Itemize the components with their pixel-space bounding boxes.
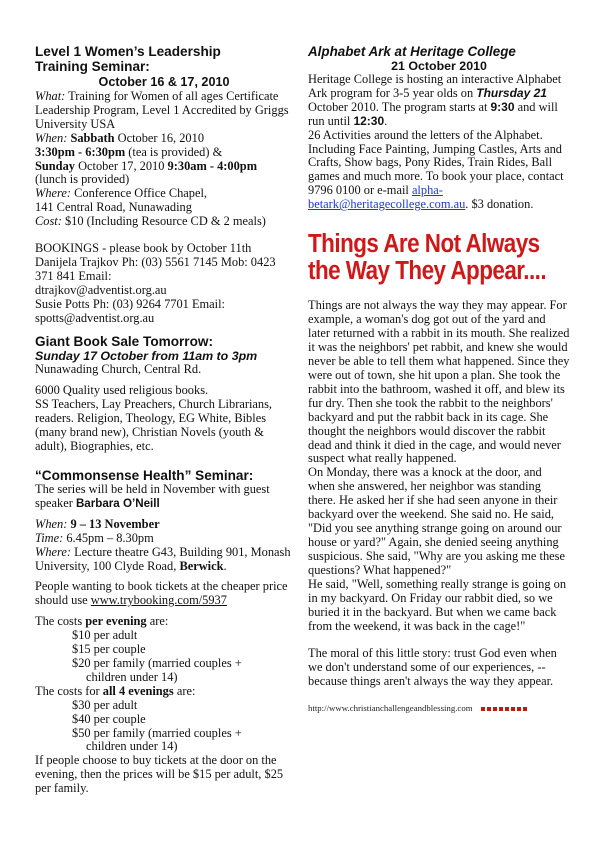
ark-section <box>308 44 570 212</box>
email-spotts[interactable]: spotts@adventist.org.au <box>35 310 155 325</box>
decorative-dots <box>481 698 529 716</box>
leadership-section <box>35 44 293 326</box>
leadership-title: Level 1 Women’s Leadership Training Seminar: <box>35 44 221 74</box>
booksale-subtitle: Sunday 17 October from 11am to 3pm <box>35 349 258 363</box>
ark-body: Heritage College is hosting an interactive Alphabet Ark program for 3-5 year olds on Thursday 21 October 2010. The program starts at 9:30 and will run until 12:30. 26 Activities around the letters of the Alphabet. Including Face Painting, Jumping Castles, Arts and Crafts, Show bags, Pony Rides, Train Rides, Ball games and much more. To book your place, contact 9796 0100 or e-mail alpha-betark@heritagecollege.com.au. $3 donation. <box>308 72 564 212</box>
email-dtrajkov[interactable]: dtrajkov@adventist.org.au <box>35 282 167 297</box>
story-title: Things Are Not Always the Way They Appear.... <box>308 230 547 285</box>
leadership-dates: October 16 & 17, 2010 <box>98 75 230 89</box>
leadership-body: What: Training for Women of all ages Certificate Leadership Program, Level 1 Accredited by Griggs University USA When: Sabbath October 16, 2010 3:30pm - 6:30pm (tea is provided) & Sunday October 17, 2010 9:30am - 4:00pm (lunch is provided) Where: Conference Office Chapel, 141 Central Road, Nunawading Cost: $10 (Including Resource CD & 2 meals) BOOKINGS - please book by October 11th Danijela Trajkov Ph: (03) 5561 7145 Mob: 0423 371 841 Email: dtrajkov@adventist.org.au Susie Potts Ph: (03) 9264 7701 Email: spotts@adventist.org.au <box>35 90 293 326</box>
health-title: “Commonsense Health” Seminar: <box>35 468 254 483</box>
booksale-section <box>35 334 293 453</box>
story-source <box>308 698 570 716</box>
booksale-title: Giant Book Sale Tomorrow: <box>35 334 213 349</box>
ark-title: Alphabet Ark at Heritage College <box>308 44 516 59</box>
booksale-body: Nunawading Church, Central Rd. 6000 Quality used religious books. SS Teachers, Lay Preachers, Church Librarians, readers. Religion, Theology, EG White, Bibles (many brand new), Christian Novels (youth & adult), Biographies, etc. <box>35 362 273 453</box>
health-section <box>35 468 293 796</box>
source-url[interactable]: http://www.christianchallengeandblessing.com <box>308 702 473 713</box>
story-body: Things are not always the way they may appear. For example, a woman's dog got out of the yard and later returned with a rabbit in its mouth. She realized it was the neighbors' pet rabbit, and knew she would never be able to tell them what happened. Since they were out of town, she hit upon a plan. She took the rabbit into the bathroom, washed it off, and blew its fur dry. Then she took the rabbit to the neighbors' backyard and put the rabbit back in its cage. She thought the neighbors would discover the rabbit dead and think it died in the cage, and would never suspect what really happened. On Monday, there was a knock at the door, and when she answered, her neighbor was standing there. He asked her if she had seen anyone in their backyard over the weekend. She said no. He said, "Did you see anything strange going on around our house or yard?" Again, she denied seeing anything suspicious. She said, "Why are you asking me these questions? What happened?" He said, "Well, something really strange is going on in my backyard. On Friday our rabbit died, so we buried it in the backyard. But when we came back from the weekend, it was back in the cage!" The moral of this little story: trust God even when we don't understand some of our experiences, -- because things aren't always the way they appear. <box>308 298 570 688</box>
ark-email-link[interactable]: alpha-betark@heritagecollege.com.au <box>308 183 466 212</box>
trybooking-link[interactable]: www.trybooking.com/5937 <box>90 593 227 608</box>
story-section <box>308 231 570 716</box>
health-body: The series will be held in November with guest speaker Barbara O’Neill When: 9 – 13 November Time: 6.45pm – 8.30pm Where: Lecture theatre G43, Building 901, Monash University, 100 Clyde Road, Berwick. People wanting to book tickets at the cheaper price should use www.trybooking.com/5937 The costs per evening are: $10 per adult $15 per couple $20 per family (married couples + children under 14) The costs for all 4 evenings are: $30 per adult $40 per couple $50 per family (married couples + children under 14) If people choose to buy tickets at the door on the evening, then the prices will be $15 per adult, $25 per family. <box>35 482 291 796</box>
ark-date: 21 October 2010 <box>391 59 487 73</box>
